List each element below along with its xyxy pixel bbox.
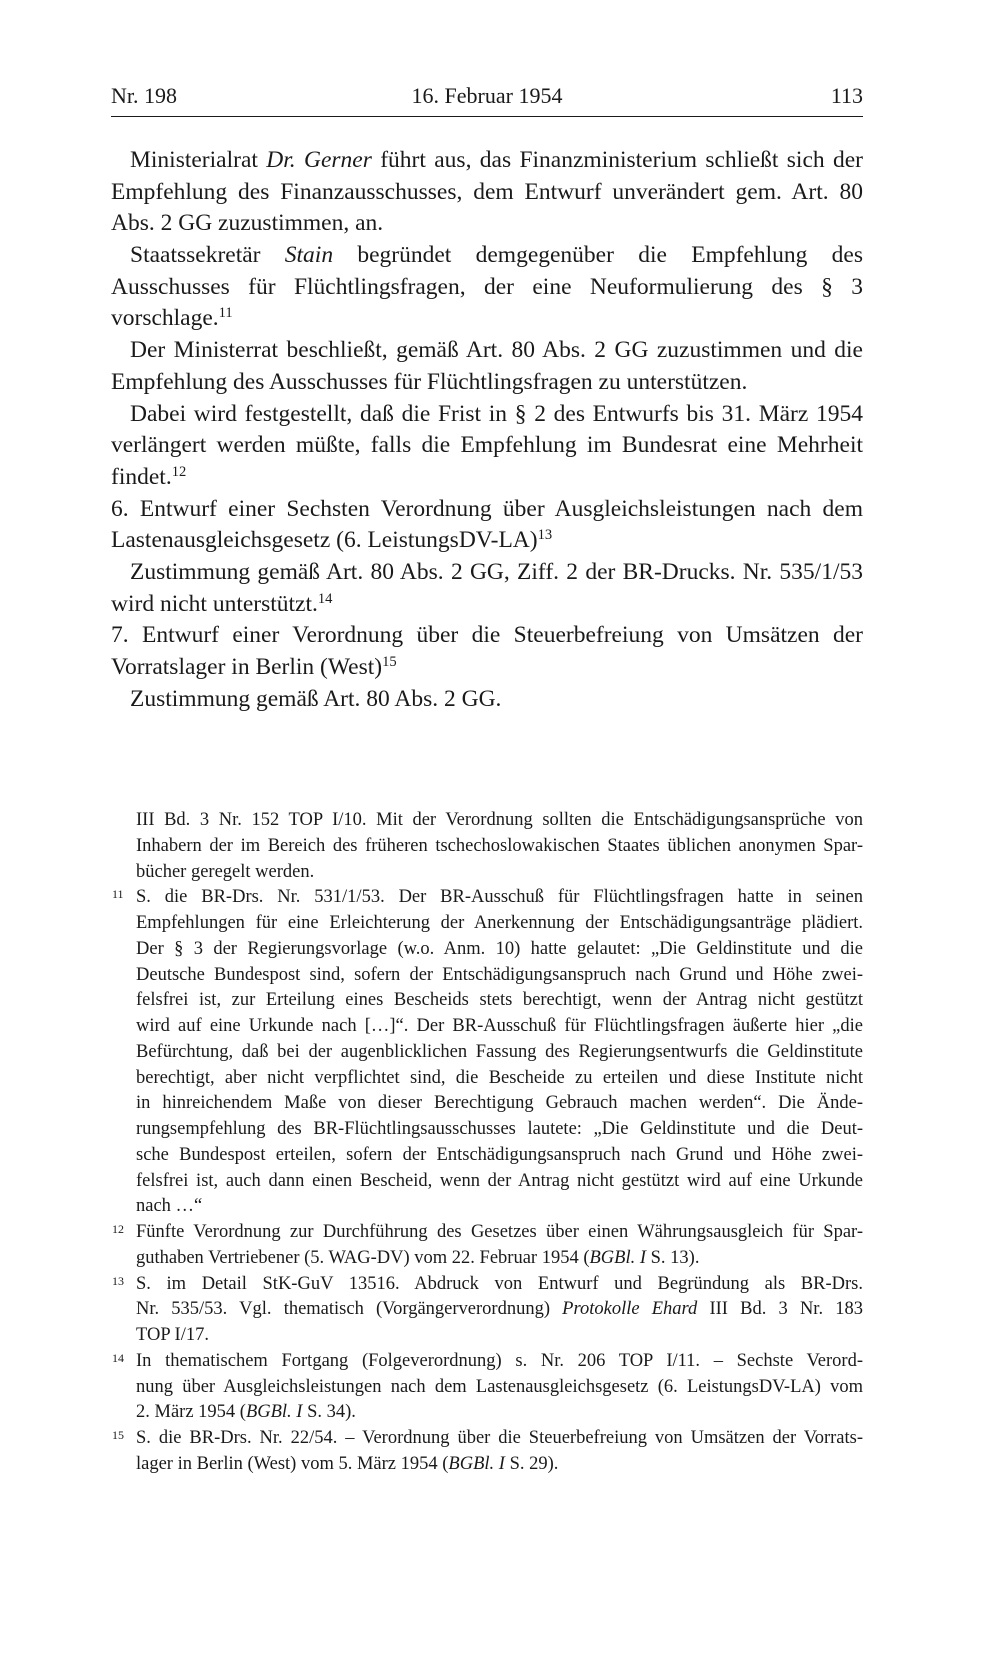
text-run: lager in Berlin (West) vom 5. März 1954 ( <box>136 1453 449 1474</box>
main-text <box>111 145 863 715</box>
text-line: Der Ministerrat beschließt, gemäß Art. 80 Abs. 2 GG zuzustimmen und die <box>130 337 863 364</box>
citation-italic: BGBl. I <box>448 1453 505 1474</box>
text-line <box>111 589 863 621</box>
header-date: 16. Februar 1954 <box>411 83 563 108</box>
text-line: 7. Entwurf einer Verordnung über die Steuerbefreiung von Umsätzen der <box>111 622 863 649</box>
text-run: Vorratslager in Berlin (West) <box>111 654 383 680</box>
footnote-line: berechtigt, aber nicht verpflichtet sind, die Bescheide zu erteilen und diese Institute nicht <box>136 1067 863 1088</box>
footnote-ref[interactable]: 13 <box>537 527 553 544</box>
footnote-line: felsfrei ist, auch dann einen Bescheid, wenn der Antrag nicht gestützt wird auf eine Urkunde <box>136 1170 863 1191</box>
footnote-line: S. die BR-Drs. Nr. 22/54. – Verordnung über die Steuerbefreiung von Umsätzen der Vorrats- <box>136 1428 863 1448</box>
paragraph-deadline <box>111 399 863 494</box>
text-run: S. 34). <box>302 1402 356 1423</box>
paragraph-decision <box>111 335 863 398</box>
running-header <box>111 84 863 108</box>
text-line: Dabei wird festgestellt, daß die Frist in § 2 des Entwurfs bis 31. März 1954 <box>130 400 863 427</box>
footnote-line: Fünfte Verordnung zur Durchführung des Gesetzes über einen Währungsausgleich für Spar- <box>136 1222 863 1242</box>
text-line: Empfehlung des Ausschusses für Flüchtlingsfragen zu unterstützen. <box>111 368 748 395</box>
footnote-line: TOP I/17. <box>136 1325 209 1345</box>
footnote-ref[interactable]: 14 <box>317 590 333 607</box>
footnote-line: Befürchtung, daß bei der augenblicklichen Fassung des Regierungsentwurfs die Geldinstitute <box>136 1041 863 1062</box>
footnote-14 <box>111 1349 863 1426</box>
footnote-line <box>136 1452 863 1478</box>
footnote-line: Der § 3 der Regierungsvorlage (w.o. Anm. 10) hatte gelautet: „Die Geldinstitute und die <box>136 938 863 959</box>
footnote-line <box>136 1246 863 1272</box>
footnote-line: rungsempfehlung des BR-Flüchtlingsausschusses lautete: „Die Geldinstitute und die Deut- <box>136 1119 863 1139</box>
footnote-line: Deutsche Bundespost sind, sofern der Entschädigungsanspruch nach Grund und Höhe zwei- <box>136 964 863 985</box>
citation-italic: Protokolle Ehard <box>562 1299 698 1320</box>
citation-italic: BGBl. I <box>589 1247 646 1268</box>
text-run: Staatssekretär <box>130 242 285 269</box>
citation-italic: BGBl. I <box>245 1402 303 1423</box>
footnote-number: 11 <box>112 887 124 902</box>
text-line: Zustimmung gemäß Art. 80 Abs. 2 GG, Ziff. 2 der BR-Drucks. Nr. 535/1/53 <box>130 558 863 585</box>
agenda-item-6-decision <box>111 557 863 620</box>
text-run: S. 13). <box>646 1247 700 1268</box>
person-name: Stain <box>284 242 334 269</box>
footnote-line: In thematischem Fortgang (Folgeverordnung) s. Nr. 206 TOP I/11. – Sechste Verord- <box>136 1350 863 1371</box>
footnote-line: felsfrei ist, zur Erteilung eines Bescheids stets berechtigt, wenn der Antrag nicht gestützt <box>136 990 863 1011</box>
footnote-ref[interactable]: 15 <box>382 654 397 670</box>
text-line <box>111 303 863 335</box>
agenda-item-7-decision <box>111 684 863 716</box>
text-line: Ausschusses für Flüchtlingsfragen, der eine Neuformulierung des § 3 <box>111 273 863 300</box>
text-line: Empfehlung des Finanzausschusses, dem Entwurf unverändert gem. Art. 80 <box>111 178 863 205</box>
footnote-line <box>136 1400 863 1426</box>
text-run: Nr. 535/53. Vgl. thematisch (Vorgängerverordnung) <box>136 1299 563 1320</box>
footnote-line: nach …“ <box>136 1196 203 1217</box>
text-line <box>111 462 863 494</box>
footnote-number: 14 <box>112 1350 124 1365</box>
footnote-ref[interactable]: 12 <box>171 463 187 480</box>
text-run: S. 29). <box>504 1453 559 1474</box>
footnotes <box>111 808 863 1478</box>
footnote-line: wird auf eine Urkunde nach […]“. Der BR-Ausschuß für Flüchtlingsfragen äußerte hier „die <box>136 1016 863 1036</box>
page-number: 113 <box>830 83 863 108</box>
agenda-item-6 <box>111 494 863 557</box>
text-run: findet. <box>111 463 172 490</box>
footnote-line: sche Bundespost erteilen, sofern der Entschädigungsanspruch nach Grund und Höhe zwei- <box>136 1144 863 1165</box>
text-line: verlängert werden müßte, falls die Empfehlung im Bundesrat eine Mehrheit <box>111 432 863 459</box>
footnote-11 <box>111 885 863 1220</box>
footnote-13 <box>111 1272 863 1349</box>
paragraph-stain <box>111 240 863 335</box>
footnote-line: Empfehlungen für eine Erleichterung der Anerkennung der Entschädigungsanträge plädiert. <box>136 913 863 933</box>
footnote-15 <box>111 1426 863 1478</box>
text-run: guthaben Vertriebener (5. WAG-DV) vom 22. Februar 1954 ( <box>136 1247 590 1268</box>
footnote-line: III Bd. 3 Nr. 152 TOP I/10. Mit der Verordnung sollten die Entschädigungsansprüche von <box>136 810 863 830</box>
footnote-line <box>136 1297 863 1323</box>
footnote-number: 12 <box>112 1222 124 1236</box>
footnote-number: 13 <box>112 1273 124 1288</box>
footnote-line: bücher geregelt werden. <box>136 861 315 882</box>
text-run: wird nicht unterstützt. <box>111 590 318 617</box>
footnote-ref[interactable]: 11 <box>218 305 233 322</box>
header-rule <box>111 116 863 117</box>
footnote-line: S. die BR-Drs. Nr. 531/1/53. Der BR-Ausschuß für Flüchtlingsfragen hatte in seinen <box>136 887 863 908</box>
document-number: Nr. 198 <box>111 83 177 108</box>
paragraph-gerner <box>111 145 863 240</box>
text-run: III Bd. 3 Nr. 183 <box>697 1299 863 1320</box>
footnote-continuation <box>111 808 863 885</box>
text-run: begründet demgegenüber die Empfehlung des <box>333 242 863 269</box>
text-line: Abs. 2 GG zuzustimmen, an. <box>111 210 384 237</box>
text-run: 2. März 1954 ( <box>136 1402 246 1423</box>
agenda-item-7 <box>111 620 863 683</box>
footnote-line: nung über Ausgleichsleistungen nach dem Lastenausgleichsgesetz (6. LeistungsDV-LA) vom <box>136 1376 863 1397</box>
text-run: vorschlage. <box>111 305 219 332</box>
footnote-line: S. im Detail StK-GuV 13516. Abdruck von Entwurf und Begründung als BR-Drs. <box>136 1273 863 1294</box>
text-run: führt aus, das Finanzministerium schließt sich der <box>371 147 863 173</box>
footnote-12 <box>111 1220 863 1272</box>
text-run: Ministerialrat <box>130 147 267 173</box>
person-name: Dr. Gerner <box>266 147 372 173</box>
footnote-line: Inhabern der im Bereich des früheren tschechoslowakischen Staates üblichen anonymen Spar- <box>136 835 863 856</box>
text-line: 6. Entwurf einer Sechsten Verordnung über Ausgleichsleistungen nach dem <box>111 495 863 522</box>
text-line: Zustimmung gemäß Art. 80 Abs. 2 GG. <box>130 685 502 712</box>
text-line <box>111 652 863 684</box>
text-run: Lastenausgleichsgesetz (6. LeistungsDV-LA) <box>111 527 538 554</box>
footnote-number: 15 <box>112 1428 124 1442</box>
footnote-line: in hinreichendem Maße von dieser Berechtigung Gebrauch machen werden“. Die Ände- <box>136 1093 863 1114</box>
text-line <box>111 240 863 272</box>
text-line <box>111 145 863 177</box>
text-line <box>111 525 863 557</box>
